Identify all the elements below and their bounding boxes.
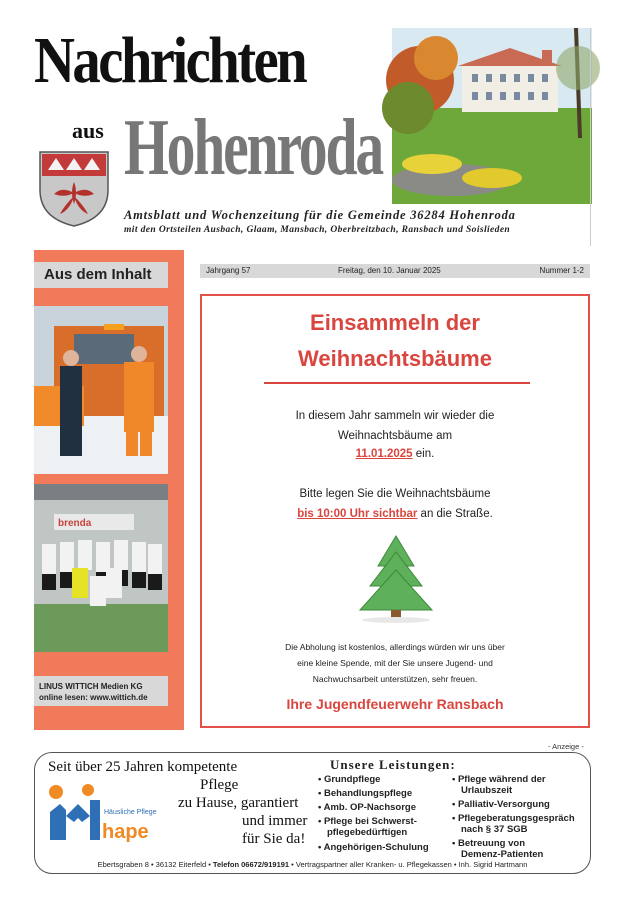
service-item: • Grundpflege <box>318 774 381 785</box>
ad-services-title: Unsere Leistungen: <box>330 757 456 772</box>
notice-text: In diesem Jahr sammeln wir wieder die <box>295 410 495 422</box>
notice-text: an die Straße. <box>417 508 493 520</box>
ad-footer-info: • Vertragspartner aller Kranken- u. Pflegekassen • Inh. Sigrid Hartmann <box>289 860 528 869</box>
hape-logo-icon <box>46 782 157 843</box>
service-item: • Pflege während der <box>452 774 546 785</box>
notice-title-rule <box>264 382 530 384</box>
notice-text: eine kleine Spende, mit der Sie unsere Jugend- und <box>297 658 493 668</box>
service-item: Demenz-Patienten <box>461 849 544 860</box>
notice-text: Die Abholung ist kostenlos, allerdings würden wir uns über <box>285 642 505 652</box>
team-banner-text: brenda <box>58 518 92 529</box>
publisher-url[interactable]: online lesen: www.wittich.de <box>39 693 148 702</box>
ad-footer <box>34 860 591 869</box>
masthead-subtitle: Amtsblatt und Wochenzeitung für die Gemeinde 36284 Hohenroda <box>124 208 516 222</box>
issue-infobar <box>200 264 590 278</box>
logo-tagline: Häusliche Pflege <box>104 809 157 816</box>
ad-slogan-line: Seit über 25 Jahren kompetente <box>48 759 238 775</box>
service-item: pflegebedürftigen <box>327 827 408 838</box>
masthead-aus: aus <box>72 118 104 143</box>
service-item: • Behandlungspflege <box>318 788 413 799</box>
ad-slogan-line: und immer <box>242 813 308 829</box>
notice-text: Bitte legen Sie die Weihnachtsbäume <box>299 488 491 500</box>
service-item: • Pflege bei Schwerst- <box>318 816 417 827</box>
service-item: • Betreuung von <box>452 838 525 849</box>
ad-phone[interactable]: Telefon 06672/919191 <box>212 860 290 869</box>
notice-title-line2: Weihnachtsbäume <box>298 346 492 371</box>
sidebar-heading: Aus dem Inhalt <box>34 262 168 288</box>
notice-time: bis 10:00 Uhr sichtbar <box>297 508 418 520</box>
snowplow-photo[interactable] <box>34 306 168 474</box>
issue-volume: Jahrgang 57 <box>206 266 251 275</box>
tree-collection-notice <box>200 294 590 728</box>
coat-of-arms-icon <box>34 148 114 228</box>
service-item: • Palliativ-Versorgung <box>452 799 550 810</box>
notice-date-line <box>202 448 588 460</box>
service-item: • Amb. OP-Nachsorge <box>318 802 416 813</box>
castle-photo <box>392 28 592 204</box>
masthead-town: Hohenroda <box>124 104 382 192</box>
masthead-title: Nachrichten <box>34 24 306 97</box>
logo-wordmark: hape <box>102 821 149 843</box>
service-item: • Pflegeberatungsgespräch <box>452 813 575 824</box>
issue-number: Nummer 1-2 <box>539 266 584 275</box>
notice-date: 11.01.2025 <box>355 448 413 460</box>
publisher-box <box>34 676 168 706</box>
ad-address: Ebertsgraben 8 • 36132 Eiterfeld • <box>97 860 213 869</box>
notice-time-line <box>202 508 588 520</box>
ad-slogan-line: für Sie da! <box>242 831 306 847</box>
service-item: • Angehörigen-Schulung <box>318 842 429 853</box>
notice-text: Nachwuchsarbeit unterstützen, sehr freuen. <box>312 674 478 684</box>
notice-text: ein. <box>412 448 435 460</box>
masthead-districts: mit den Ortsteilen Ausbach, Glaam, Mansbach, Oberbreitzbach, Ransbach und Soislieden <box>124 225 511 235</box>
football-team-photo[interactable] <box>34 484 168 652</box>
notice-text: Weihnachtsbäume am <box>337 430 453 442</box>
service-item: nach § 37 SGB <box>461 824 528 835</box>
ad-slogan-line: Pflege <box>200 777 239 793</box>
issue-date: Freitag, den 10. Januar 2025 <box>338 266 441 275</box>
ad-label: - Anzeige - <box>548 742 584 751</box>
masthead-divider <box>590 28 591 246</box>
notice-title-line1: Einsammeln der <box>310 310 480 335</box>
publisher-name: LINUS WITTICH Medien KG <box>39 682 143 691</box>
ad-slogan-line: zu Hause, garantiert <box>178 795 299 811</box>
service-item: Urlaubszeit <box>461 785 513 796</box>
christmas-tree-icon <box>348 532 444 626</box>
notice-signature: Ihre Jugendfeuerwehr Ransbach <box>286 696 504 712</box>
